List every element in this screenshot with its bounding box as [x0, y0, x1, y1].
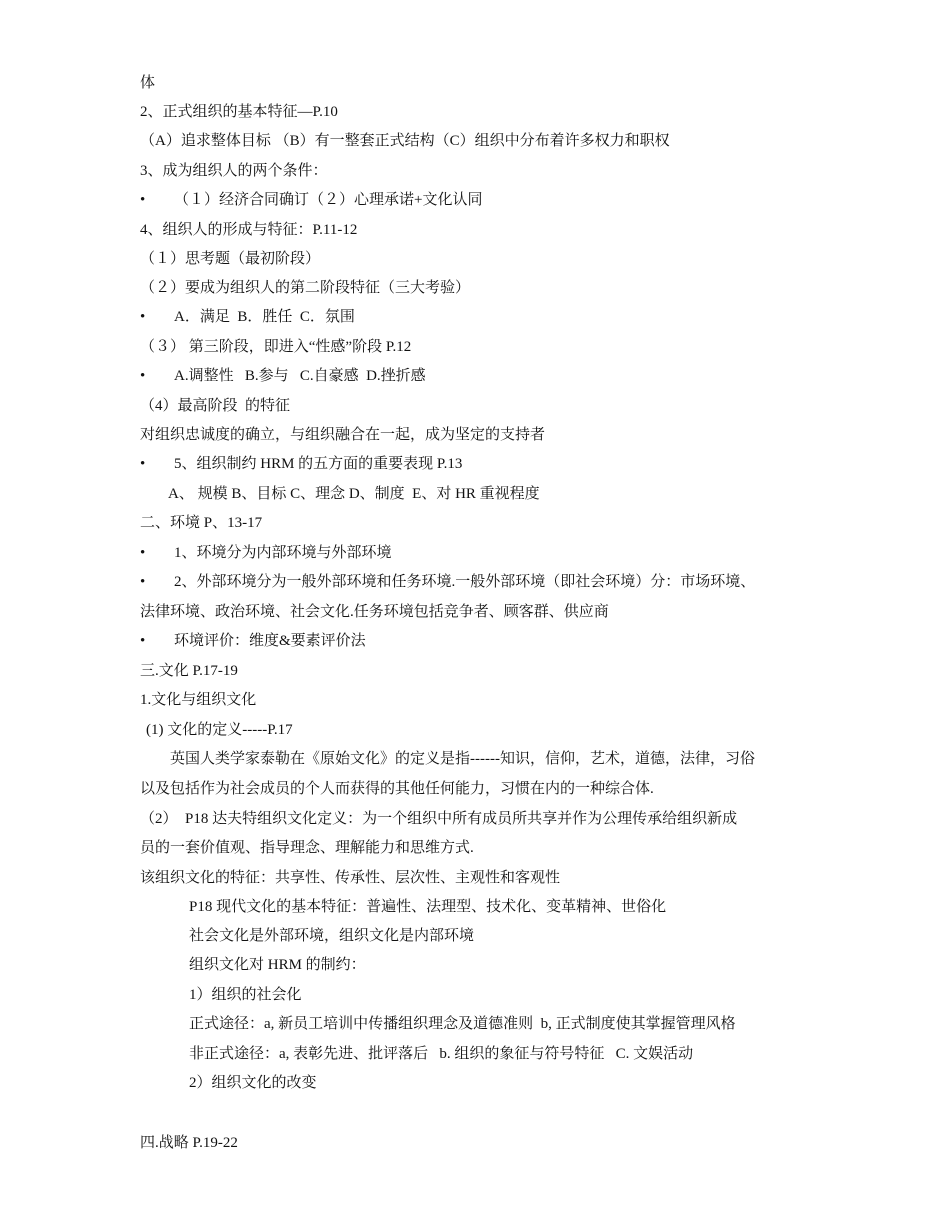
bullet-text: 1、环境分为内部环境与外部环境 — [174, 545, 392, 561]
bullet-marker: • — [140, 309, 146, 325]
text-line: 法律环境、政治环境、社会文化.任务环境包括竞争者、顾客群、供应商 — [140, 604, 609, 620]
bullet-text: 2、外部环境分为一般外部环境和任务环境.一般外部环境（即社会环境）分：市场环境、 — [174, 574, 756, 590]
section-heading-strategy: 四.战略 P.19-22 — [140, 1135, 238, 1151]
paragraph-line: 英国人类学家泰勒在《原始文化》的定义是指------知识，信仰，艺术，道德，法律，习俗 — [170, 751, 755, 767]
heading-4: 4、组织人的形成与特征：P.11-12 — [140, 222, 358, 238]
bullet-marker: • — [140, 192, 146, 208]
bullet-text: 5、组织制约 HRM 的五方面的重要表现 P.13 — [174, 456, 463, 472]
text-line: 对组织忠诚度的确立，与组织融合在一起，成为坚定的支持者 — [140, 427, 546, 443]
paragraph-line: 以及包括作为社会成员的个人而获得的其他任何能力，习惯在内的一种综合体. — [140, 781, 654, 797]
bullet-marker: • — [140, 545, 146, 561]
text-line: 该组织文化的特征：共享性、传承性、层次性、主观性和客观性 — [140, 870, 561, 886]
text-line: 正式途径：a, 新员工培训中传播组织理念及道德准则 b, 正式制度使其掌握管理风格 — [189, 1016, 736, 1032]
heading-3: 3、成为组织人的两个条件： — [140, 163, 328, 179]
text-line: (1) 文化的定义-----P.17 — [146, 722, 293, 738]
bullet-text: 环境评价：维度&要素评价法 — [174, 633, 366, 649]
text-line: 2）组织文化的改变 — [189, 1075, 317, 1091]
heading-2: 2、正式组织的基本特征—P.10 — [140, 104, 338, 120]
text-line: （4）最高阶段 的特征 — [140, 398, 291, 414]
text-line: 社会文化是外部环境，组织文化是内部环境 — [189, 928, 475, 944]
bullet-text: A.调整性 B.参与 C.自豪感 D.挫折感 — [174, 368, 426, 384]
text-line: （２）要成为组织人的第二阶段特征（三大考验） — [140, 280, 471, 296]
bullet-marker: • — [140, 633, 146, 649]
bullet-marker: • — [140, 456, 146, 472]
text-line: P18 现代文化的基本特征：普遍性、法理型、技术化、变革精神、世俗化 — [189, 899, 667, 915]
paragraph-line: 员的一套价值观、指导理念、理解能力和思维方式. — [140, 840, 474, 856]
text-line: 1.文化与组织文化 — [140, 692, 257, 708]
section-heading-environment: 二、环境 P、13-17 — [140, 515, 263, 531]
bullet-text: A．满足 B．胜任 C．氛围 — [174, 309, 355, 325]
text-line: 非正式途径：a, 表彰先进、批评落后 b. 组织的象征与符号特征 C. 文娱活动 — [189, 1046, 694, 1062]
text-line: 组织文化对 HRM 的制约： — [189, 957, 366, 973]
section-heading-culture: 三.文化 P.17-19 — [140, 663, 238, 679]
text-line: A、 规模 B、目标 C、理念 D、制度 E、对 HR 重视程度 — [168, 486, 540, 502]
text-line: 体 — [140, 75, 156, 91]
text-line: 1）组织的社会化 — [189, 987, 302, 1003]
text-line: （３） 第三阶段，即进入“性感”阶段 P.12 — [140, 339, 412, 355]
bullet-text: （１）经济合同确订（２）心理承诺+文化认同 — [174, 192, 483, 208]
bullet-marker: • — [140, 368, 146, 384]
paragraph-line: （2） P18 达夫特组织文化定义：为一个组织中所有成员所共享并作为公理传承给组织新成 — [140, 811, 738, 827]
bullet-marker: • — [140, 574, 146, 590]
text-line: （A）追求整体目标 （B）有一整套正式结构（C）组织中分布着许多权力和职权 — [140, 133, 670, 149]
text-line: （１）思考题（最初阶段） — [140, 251, 321, 267]
